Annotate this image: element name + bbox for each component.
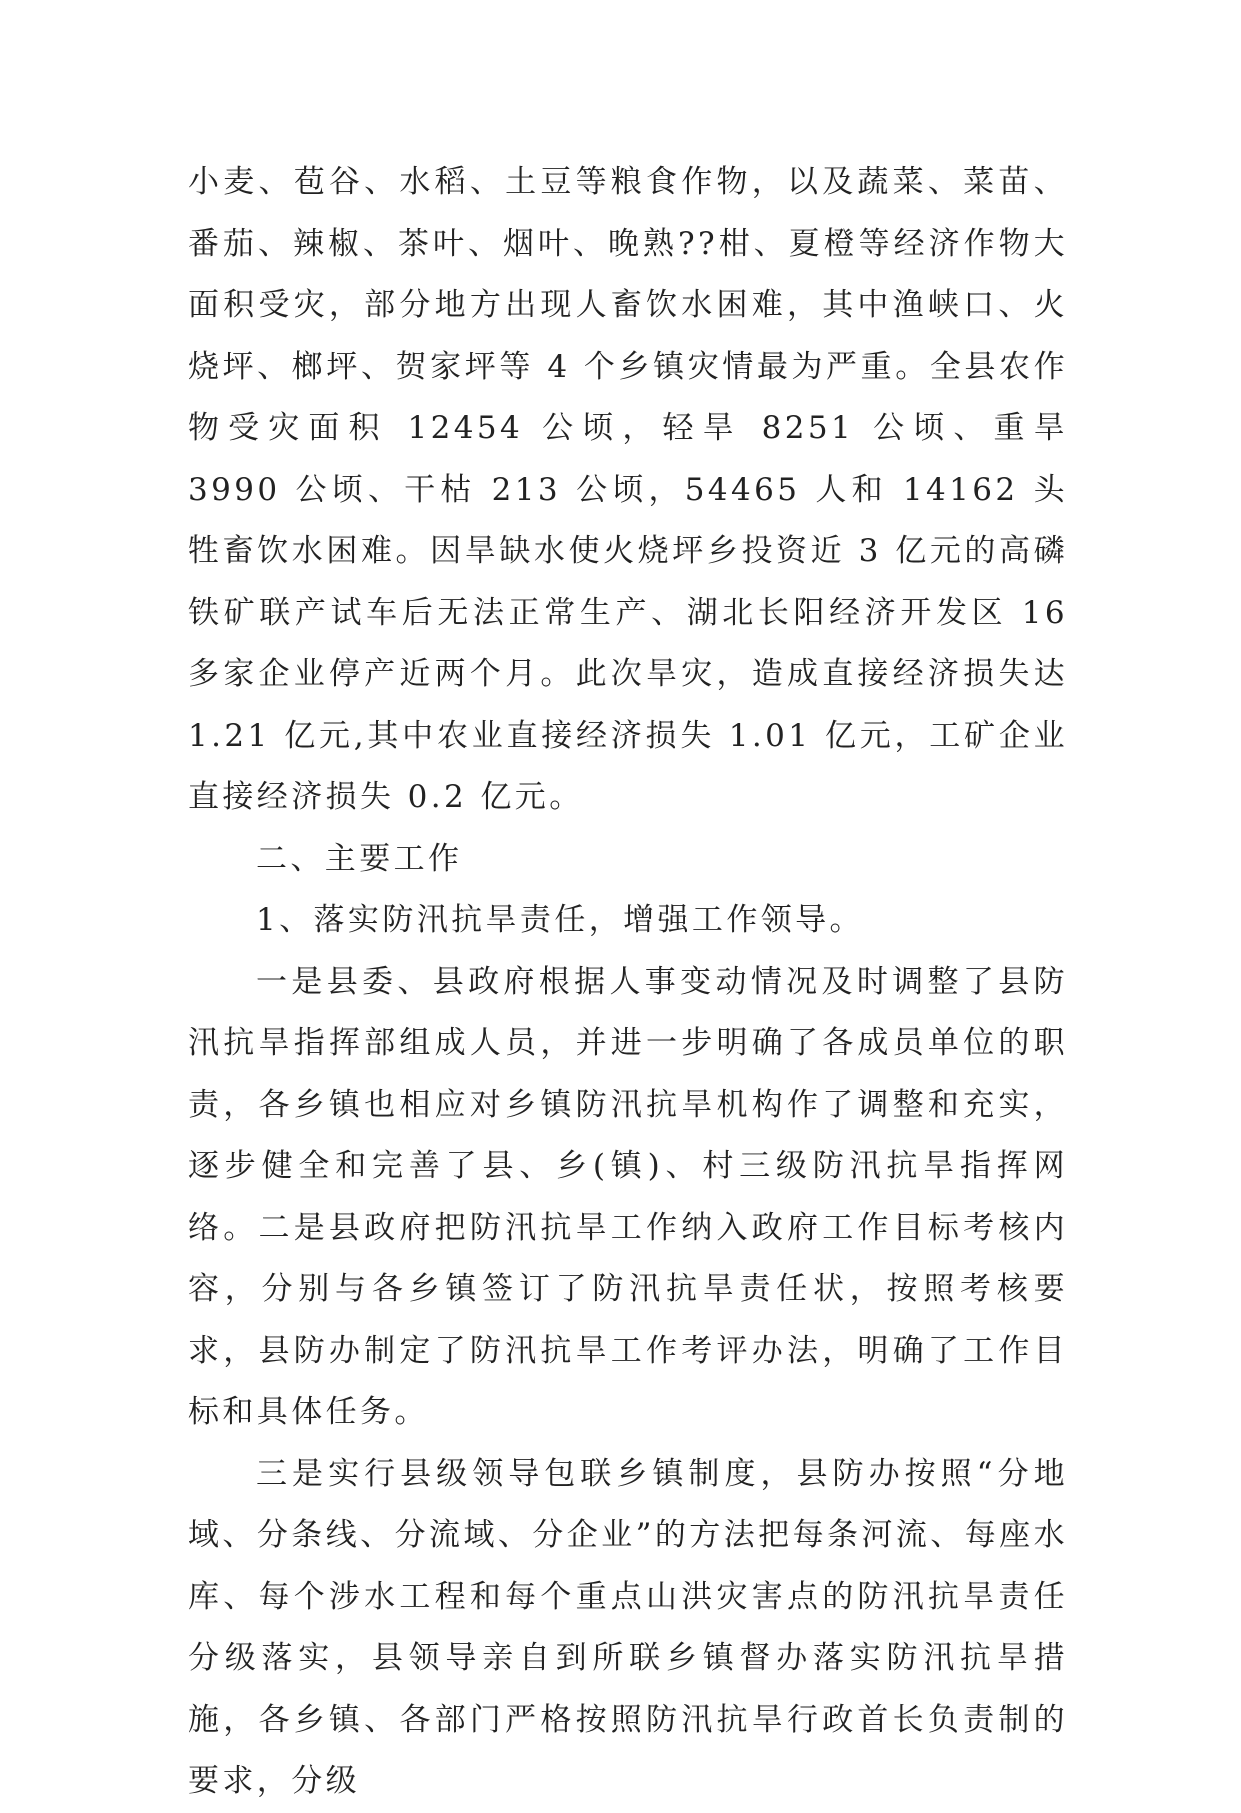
paragraph-leadership-system: 三是实行县级领导包联乡镇制度，县防办按照“分地域、分条线、分流域、分企业”的方法把每条河流、每座水库、每个涉水工程和每个重点山洪灾害点的防汛抗旱责任分级落实，县领导亲自到所联乡镇督办落实防汛抗旱措施，各乡镇、各部门严格按照防汛抗旱行政首长负责制的要求，分级 [188, 1455, 1068, 1799]
paragraph-drought-losses: 小麦、苞谷、水稻、土豆等粮食作物，以及蔬菜、菜苗、番茄、辣椒、茶叶、烟叶、晚熟??柑、夏橙等经济作物大面积受灾，部分地方出现人畜饮水困难，其中渔峡口、火烧坪、榔坪、贺家坪等 4 个乡镇灾情最为严重。全县农作物受灾面积 12454 公顷，轻旱 8251 公顷、重旱 3990 公顷、干枯 213 公顷，54465 人和 14162 头牲畜饮水困难。因旱缺水使火烧坪乡投资近 3 亿元的高磷铁矿联产试车后无法正常生产、湖北长阳经济开发区 16 多家企业停产近两个月。此次旱灾，造成直接经济损失达 1.21 亿元,其中农业直接经济损失 1.01 亿元，工矿企业直接经济损失 0.2 亿元。 [188, 164, 1068, 815]
document-body [188, 152, 1068, 1813]
section-heading-main-work: 二、主要工作 [256, 840, 463, 877]
subheading-responsibility: 1、落实防汛抗旱责任，增强工作领导。 [256, 902, 864, 938]
paragraph-command-structure: 一是县委、县政府根据人事变动情况及时调整了县防汛抗旱指挥部组成人员，并进一步明确了各成员单位的职责，各乡镇也相应对乡镇防汛抗旱机构作了调整和充实，逐步健全和完善了县、乡(镇)、村三级防汛抗旱指挥网络。二是县政府把防汛抗旱工作纳入政府工作目标考核内容，分别与各乡镇签订了防汛抗旱责任状，按照考核要求，县防办制定了防汛抗旱工作考评办法，明确了工作目标和具体任务。 [188, 963, 1068, 1430]
